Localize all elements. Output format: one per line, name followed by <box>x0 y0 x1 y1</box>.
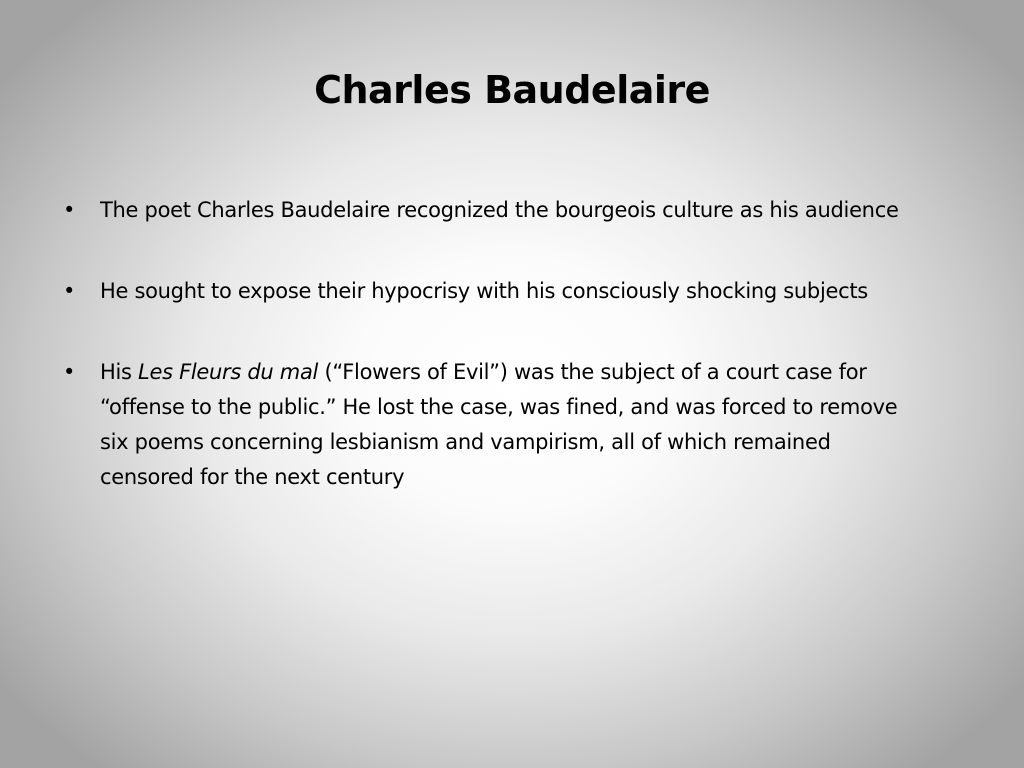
bullet-text: He sought to expose their hypocrisy with his consciously shocking subjects <box>100 279 868 303</box>
bullet-text-suffix: (“Flowers of Evil”) was the subject of a court case for “offense to the public.” He lost the case, was fined, and was forced to remove six poems concerning lesbianism and vampirism, all of which remained censored for the next century <box>100 360 898 489</box>
bullet-text-prefix: His <box>100 360 139 384</box>
book-title-italic: Les Fleurs du mal <box>138 360 319 384</box>
bullet-text: The poet Charles Baudelaire recognized the bourgeois culture as his audience <box>100 198 899 222</box>
bullet-marker: • <box>63 360 76 384</box>
bullet-item <box>63 193 903 228</box>
bullet-list <box>63 193 903 541</box>
slide-title: Charles Baudelaire <box>314 68 710 112</box>
bullet-text <box>100 360 897 489</box>
bullet-marker: • <box>63 279 76 303</box>
bullet-item <box>63 355 903 495</box>
bullet-item <box>63 274 903 309</box>
bullet-marker: • <box>63 198 76 222</box>
